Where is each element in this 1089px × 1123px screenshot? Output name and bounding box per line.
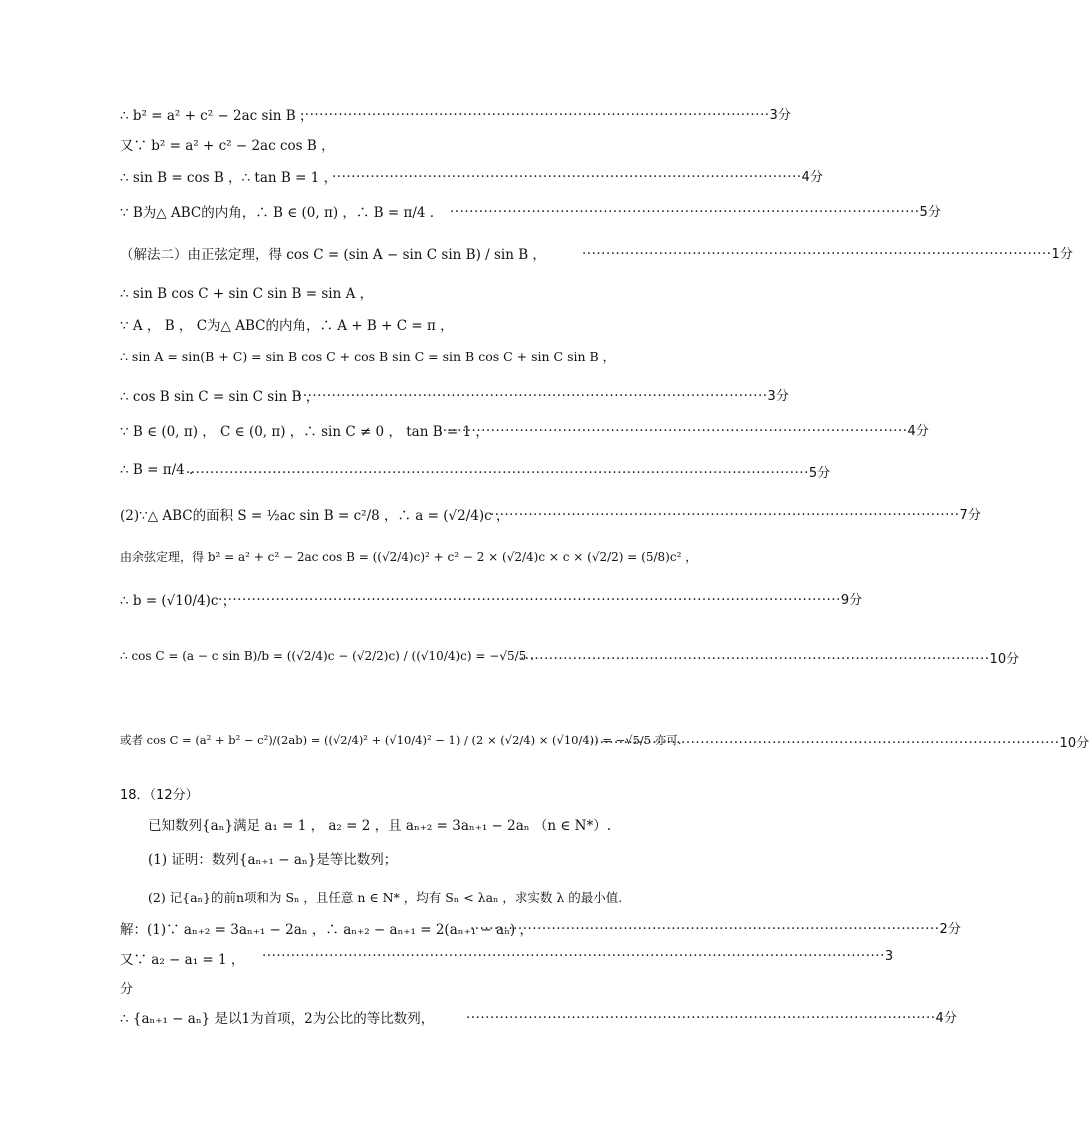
line-14: ∴ b = (√10/4)c ， ·································································································································· 9分 [120, 589, 674, 609]
line-12: (2)∵△ ABC的面积 S = ½ac sin B = c²/8 ，∴ a = (√2/4)c ， ·································································································· 7分 [120, 504, 674, 524]
line-5-score: 1分 [1051, 247, 1073, 262]
question-18-part-2 [148, 888, 674, 906]
line-3-score: 4分 [801, 170, 823, 185]
line-16: 或者 cos C = (a² + b² − c²)/(2ab) = ((√2/4)² + (√10/4)² − 1) / (2 × (√2/4) × (√10/4)) = −√5/5 亦可. ·································································································· 10分 [120, 733, 1089, 751]
solution-line-4-text: ∴ {aₙ₊₁ − aₙ} 是以1为首项，2为公比的等比数列， [120, 1011, 435, 1027]
line-4-text: ∵ B为△ ABC的内角，∴ B ∈ (0, π) ，∴ B = π/4 . [120, 205, 435, 221]
line-13 [120, 548, 698, 565]
question-18-stem-text: 已知数列{aₙ}满足 a₁ = 1 ， a₂ = 2 ，且 aₙ₊₂ = 3aₙ₊₁ − 2aₙ （n ∈ N*）. [148, 818, 612, 834]
line-6-text: ∴ sin B cos C + sin C sin B = sin A ， [120, 286, 374, 302]
question-18-part-2-text: (2) 记{aₙ}的前n项和为 Sₙ ，且任意 n ∈ N* ，均有 Sₙ < λaₙ ，求实数 λ 的最小值. [148, 890, 623, 905]
line-16-text: 或者 cos C = (a² + b² − c²)/(2ab) = ((√2/4)² + (√10/4)² − 1) / (2 × (√2/4) × (√10/4)) = −√5/5 亦可. [120, 733, 682, 747]
line-10-score: 4分 [907, 424, 929, 439]
solution-line-3 [120, 978, 674, 997]
solution-line-2-text: 又∵ a₂ − a₁ = 1 ， [120, 952, 245, 968]
question-18-part-1-text: (1) 证明：数列{aₙ₊₁ − aₙ}是等比数列； [148, 852, 398, 868]
line-1-text: ∴ b² = a² + c² − 2ac sin B ， [120, 108, 314, 124]
line-7 [120, 314, 674, 334]
line-9-text: ∴ cos B sin C = sin C sin B ， [120, 389, 320, 405]
line-12-score: 7分 [959, 508, 981, 523]
line-10: ∵ B ∈ (0, π) ， C ∈ (0, π) ，∴ sin C ≠ 0 ， tan B = 1 ， ·································································································· 4分 [120, 420, 674, 440]
line-9-score: 3分 [767, 389, 789, 404]
line-11-score: 5分 [808, 466, 831, 481]
line-10-text: ∵ B ∈ (0, π) ， C ∈ (0, π) ，∴ sin C ≠ 0 ， tan B = 1 ， [120, 424, 489, 440]
solution-line-1: 解：(1)∵ aₙ₊₂ = 3aₙ₊₁ − 2aₙ ，∴ aₙ₊₂ − aₙ₊₁ = 2(aₙ₊₁ − aₙ) ， ·································································································· 2分 [120, 918, 674, 938]
line-3: ∴ sin B = cos B ，∴ tan B = 1 ， ·································································································· 4分 [120, 166, 674, 186]
line-7-text: ∵ A ， B ， C为△ ABC的内角，∴ A + B + C = π ， [120, 318, 454, 334]
line-8 [120, 347, 674, 365]
line-3-text: ∴ sin B = cos B ，∴ tan B = 1 ， [120, 170, 338, 186]
question-18-label: 18．（12分） [120, 788, 199, 803]
solution-line-1-score: 2分 [939, 922, 961, 937]
solution-line-1-text: 解：(1)∵ aₙ₊₂ = 3aₙ₊₁ − 2aₙ ，∴ aₙ₊₂ − aₙ₊₁ = 2(aₙ₊₁ − aₙ) ， [120, 922, 533, 938]
line-5-text: （解法二）由正弦定理，得 cos C = (sin A − sin C sin B) / sin B ， [120, 247, 546, 263]
line-5: （解法二）由正弦定理，得 cos C = (sin A − sin C sin B) / sin B ， ·································································································· 1分 [120, 243, 674, 263]
line-11-text: ∴ B = π/4 . [120, 462, 194, 478]
question-18-stem [148, 814, 674, 834]
line-16-score: 10分 [1059, 736, 1089, 751]
solution-line-2-score: 3 [884, 949, 894, 964]
question-18-heading [120, 784, 674, 803]
question-18-part-1 [148, 848, 674, 868]
line-15-text: ∴ cos C = (a − c sin B)/b = ((√2/4)c − (√2/2)c) / ((√10/4)c) = −√5/5 . [120, 649, 534, 663]
line-15: ∴ cos C = (a − c sin B)/b = ((√2/4)c − (√2/2)c) / ((√10/4)c) = −√5/5 . ·································································································· 10分 [120, 649, 1020, 667]
line-4-score: 5分 [919, 205, 941, 220]
line-12-text: (2)∵△ ABC的面积 S = ½ac sin B = c²/8 ，∴ a = (√2/4)c ， [120, 508, 510, 524]
solution-line-4-score: 4分 [935, 1011, 957, 1026]
line-13-text: 由余弦定理，得 b² = a² + c² − 2ac cos B = ((√2/4)c)² + c² − 2 × (√2/4)c × c × (√2/2) = (5/8)c² ， [120, 550, 698, 564]
line-6 [120, 282, 674, 302]
line-14-text: ∴ b = (√10/4)c ， [120, 593, 237, 609]
line-2 [120, 134, 674, 154]
line-1-score: 3分 [769, 108, 791, 123]
line-9: ∴ cos B sin C = sin C sin B ， ·································································································· 3分 [120, 385, 674, 405]
solution-line-4: ∴ {aₙ₊₁ − aₙ} 是以1为首项，2为公比的等比数列， ·································································································· 4分 [120, 1007, 674, 1027]
line-14-score: 9分 [840, 593, 863, 608]
line-15-score: 10分 [989, 652, 1020, 667]
line-1: ∴ b² = a² + c² − 2ac sin B ， ·································································································· 3分 [120, 104, 674, 124]
line-4: ∵ B为△ ABC的内角，∴ B ∈ (0, π) ，∴ B = π/4 . ·································································································· 5分 [120, 201, 674, 221]
solution-line-3-text: 分 [120, 982, 134, 997]
line-11: ∴ B = π/4 . ·································································································································· 5分 [120, 462, 831, 481]
line-8-text: ∴ sin A = sin(B + C) = sin B cos C + cos B sin C = sin B cos C + sin C sin B ， [120, 349, 616, 364]
solution-line-2: 又∵ a₂ − a₁ = 1 ， ·································································································································· 3 [120, 948, 894, 968]
line-2-text: 又∵ b² = a² + c² − 2ac cos B ， [120, 138, 335, 154]
